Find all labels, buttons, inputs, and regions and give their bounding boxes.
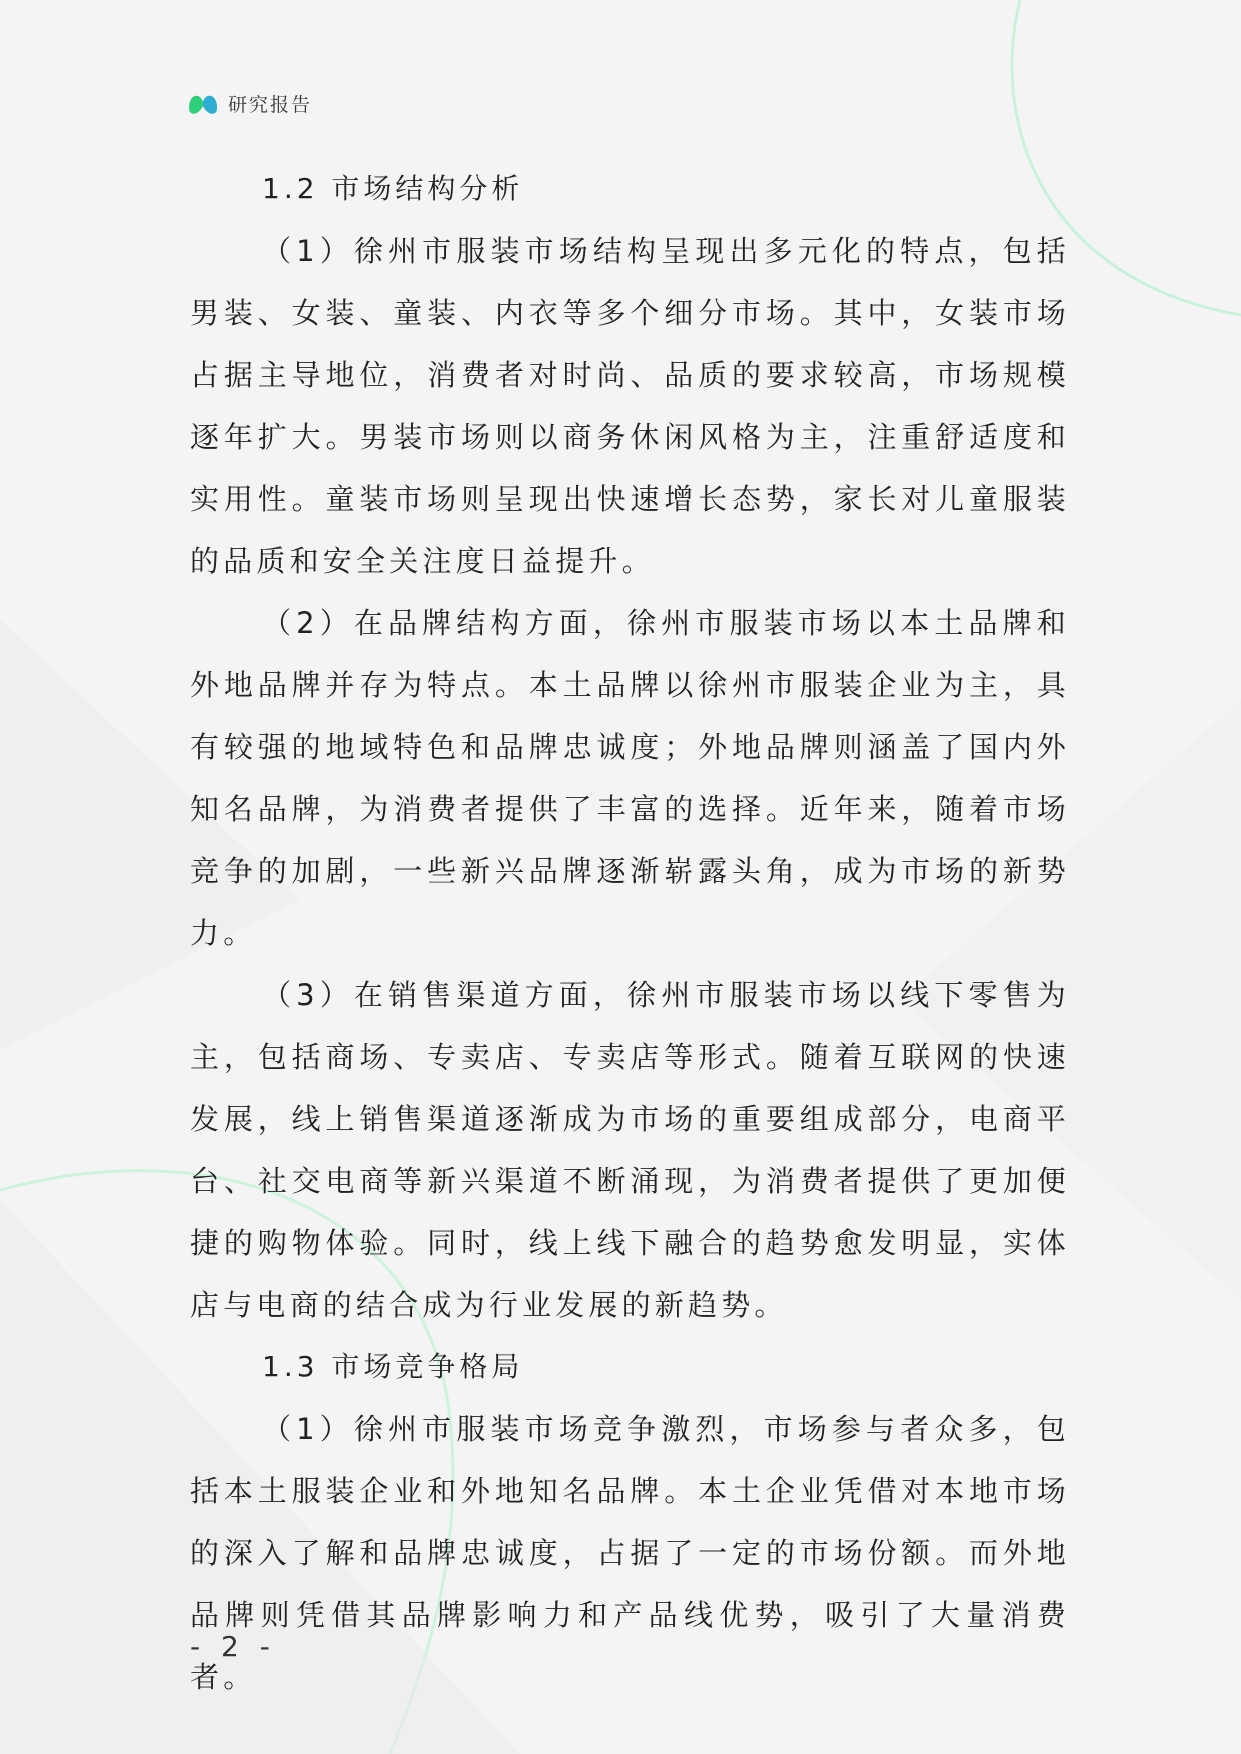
report-body (190, 158, 1070, 1708)
section-title: 1.3 市场竞争格局 (262, 1350, 524, 1383)
paragraph: （1）徐州市服装市场竞争激烈，市场参与者众多，包括本土服装企业和外地知名品牌。本土企业凭借对本地市场的深入了解和品牌忠诚度，占据了一定的市场份额。而外地品牌则凭借其品牌影响力和产品线优势，吸引了大量消费者。 (190, 1412, 1070, 1694)
brand-logo-icon (186, 88, 220, 118)
section-title: 1.2 市场结构分析 (262, 172, 524, 205)
paragraph: （1）徐州市服装市场结构呈现出多元化的特点，包括男装、女装、童装、内衣等多个细分市场。其中，女装市场占据主导地位，消费者对时尚、品质的要求较高，市场规模逐年扩大。男装市场则以商务休闲风格为主，注重舒适度和实用性。童装市场则呈现出快速增长态势，家长对儿童服装的品质和安全关注度日益提升。 (190, 234, 1070, 578)
paragraph: （3）在销售渠道方面，徐州市服装市场以线下零售为主，包括商场、专卖店、专卖店等形式。随着互联网的快速发展，线上销售渠道逐渐成为市场的重要组成部分，电商平台、社交电商等新兴渠道不断涌现，为消费者提供了更加便捷的购物体验。同时，线上线下融合的趋势愈发明显，实体店与电商的结合成为行业发展的新趋势。 (190, 978, 1070, 1322)
paragraph: （2）在品牌结构方面，徐州市服装市场以本土品牌和外地品牌并存为特点。本土品牌以徐州市服装企业为主，具有较强的地域特色和品牌忠诚度；外地品牌则涵盖了国内外知名品牌，为消费者提供了丰富的选择。近年来，随着市场竞争的加剧，一些新兴品牌逐渐崭露头角，成为市场的新势力。 (190, 606, 1070, 950)
report-header-title: 研究报告 (228, 93, 313, 116)
page-number: - 2 - (190, 1630, 276, 1663)
report-header (186, 88, 312, 118)
